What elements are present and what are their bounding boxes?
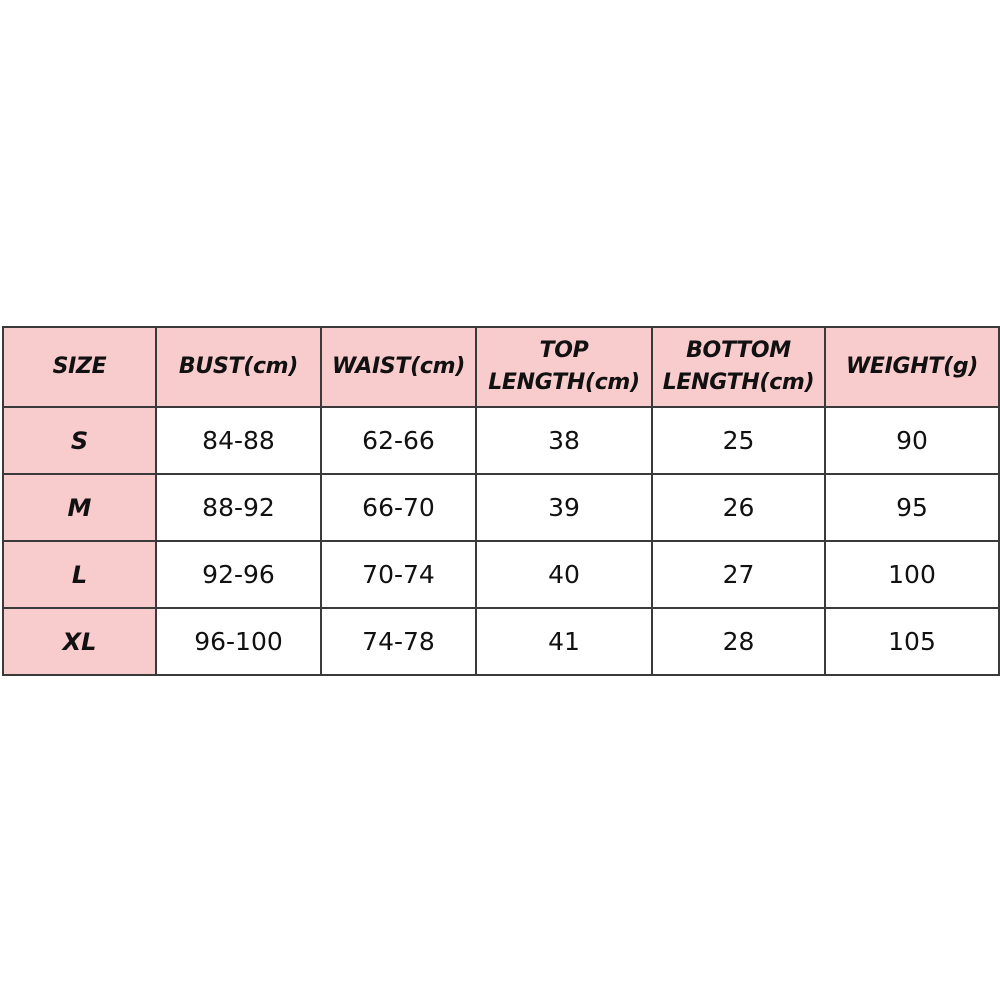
header-waist-label: WAIST(cm)	[332, 354, 465, 380]
weight-cell: 105	[825, 608, 999, 675]
header-bottom-length-line1: BOTTOM	[686, 338, 791, 364]
header-bottom-length-line2: LENGTH(cm)	[662, 370, 815, 395]
row-size-cell: XL	[3, 608, 156, 675]
header-row	[3, 327, 999, 407]
bust-cell: 92-96	[156, 541, 321, 608]
bottom-length-cell: 26	[652, 474, 825, 541]
waist-cell: 66-70	[321, 474, 476, 541]
waist-cell: 62-66	[321, 407, 476, 474]
bust-cell: 96-100	[156, 608, 321, 675]
header-top-length-line1: TOP	[539, 338, 589, 364]
bust-cell: 84-88	[156, 407, 321, 474]
header-size	[3, 327, 156, 407]
row-size-cell: L	[3, 541, 156, 608]
header-top-length	[476, 327, 652, 407]
size-chart-table	[2, 326, 1000, 676]
header-top-length-line2: LENGTH(cm)	[488, 370, 640, 395]
header-weight	[825, 327, 999, 407]
table-row	[3, 474, 999, 541]
header-size-label: SIZE	[52, 354, 107, 380]
table-row	[3, 608, 999, 675]
row-size-cell: M	[3, 474, 156, 541]
header-waist	[321, 327, 476, 407]
top-length-cell: 38	[476, 407, 652, 474]
header-bust	[156, 327, 321, 407]
top-length-cell: 39	[476, 474, 652, 541]
header-bust-label: BUST(cm)	[178, 354, 299, 380]
top-length-cell: 41	[476, 608, 652, 675]
top-length-cell: 40	[476, 541, 652, 608]
table-row	[3, 541, 999, 608]
header-weight-label: WEIGHT(g)	[845, 354, 979, 380]
bottom-length-cell: 28	[652, 608, 825, 675]
bottom-length-cell: 25	[652, 407, 825, 474]
weight-cell: 95	[825, 474, 999, 541]
weight-cell: 100	[825, 541, 999, 608]
table-row	[3, 407, 999, 474]
row-size-cell: S	[3, 407, 156, 474]
waist-cell: 70-74	[321, 541, 476, 608]
weight-cell: 90	[825, 407, 999, 474]
header-bottom-length	[652, 327, 825, 407]
bust-cell: 88-92	[156, 474, 321, 541]
bottom-length-cell: 27	[652, 541, 825, 608]
waist-cell: 74-78	[321, 608, 476, 675]
